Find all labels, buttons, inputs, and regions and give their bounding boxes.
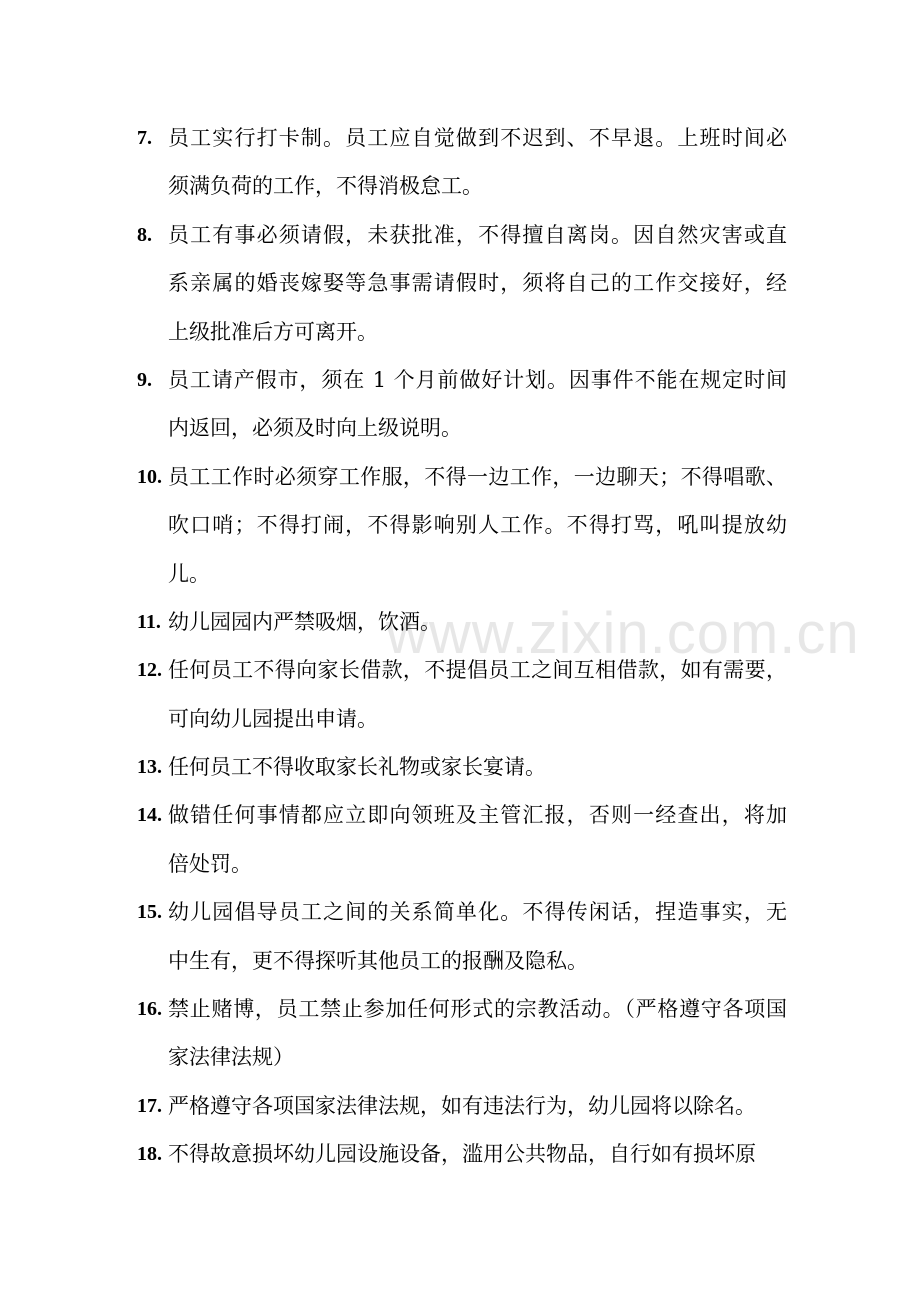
rule-item: [137, 888, 787, 985]
rule-text: 须满负荷的工作，不得消极怠工。: [168, 174, 483, 199]
rule-text: 倍处罚。: [168, 851, 252, 876]
rule-number: 16.: [137, 998, 162, 1021]
rule-item: [137, 598, 787, 646]
rule-text: 做错任何事情都应立即向领班及主管汇报，否则一经查出，将加: [168, 803, 787, 828]
rule-first-line: [137, 1130, 787, 1178]
rule-first-line: [137, 1082, 787, 1130]
rule-continuation-line: [137, 550, 787, 598]
rule-text: 系亲属的婚丧嫁娶等急事需请假时，须将自己的工作交接好，经: [168, 271, 787, 296]
rule-continuation-line: [137, 695, 787, 743]
rule-text: 任何员工不得向家长借款，不提倡员工之间互相借款，如有需要，: [168, 658, 787, 683]
rule-text: 幼儿园园内严禁吸烟，饮酒。: [168, 609, 441, 634]
rule-first-line: [137, 211, 787, 259]
rule-first-line: [137, 888, 787, 936]
rule-number: 8.: [137, 223, 152, 246]
rule-item: [137, 985, 787, 1082]
rule-number: 7.: [137, 127, 152, 149]
rule-text: 严格遵守各项国家法律法规，如有违法行为，幼儿园将以除名。: [168, 1093, 756, 1118]
rule-number: 18.: [137, 1143, 162, 1166]
rule-text: 任何员工不得收取家长礼物或家长宴请。: [168, 755, 546, 780]
rule-continuation-line: [137, 1033, 787, 1081]
rule-item: [137, 1130, 787, 1178]
rule-text: 员工实行打卡制。员工应自觉做到不迟到、不早退。上班时间必: [168, 126, 787, 150]
rule-text: 吹口哨；不得打闹，不得影响别人工作。不得打骂，吼叫提放幼: [168, 513, 787, 538]
rule-first-line: [137, 356, 787, 404]
rule-number: 11.: [137, 610, 161, 633]
rule-first-line: [137, 598, 787, 646]
rule-first-line: [137, 791, 787, 839]
rule-number: 9.: [137, 368, 152, 391]
rule-first-line: [137, 453, 787, 501]
rule-continuation-line: [137, 501, 787, 549]
rule-item: [137, 356, 787, 453]
rule-number: 12.: [137, 659, 162, 682]
rule-text: 家法律法规）: [168, 1045, 294, 1070]
rule-continuation-line: [137, 308, 787, 356]
rules-list: [137, 114, 787, 1179]
rule-text: 员工请产假市，须在 1 个月前做好计划。因事件不能在规定时间: [168, 367, 787, 392]
rule-number: 10.: [137, 465, 162, 488]
rule-item: [137, 743, 787, 791]
rule-text: 内返回，必须及时向上级说明。: [168, 416, 462, 441]
rule-first-line: [137, 985, 787, 1033]
rule-number: 17.: [137, 1094, 162, 1117]
rule-item: [137, 211, 787, 356]
rule-number: 13.: [137, 756, 162, 779]
rule-continuation-line: [137, 937, 787, 985]
rule-item: [137, 1082, 787, 1130]
rule-text: 儿。: [168, 561, 210, 586]
rule-continuation-line: [137, 162, 787, 210]
rule-number: 15.: [137, 901, 162, 924]
rule-text: 不得故意损坏幼儿园设施设备，滥用公共物品，自行如有损坏原: [168, 1142, 756, 1167]
rule-first-line: [137, 646, 787, 694]
rule-text: 禁止赌博，员工禁止参加任何形式的宗教活动。（严格遵守各项国: [168, 997, 787, 1022]
rule-text: 幼儿园倡导员工之间的关系简单化。不得传闲话，捏造事实，无: [168, 900, 787, 925]
rule-text: 员工有事必须请假，未获批准，不得擅自离岗。因自然灾害或直: [168, 222, 787, 247]
rule-text: 上级批准后方可离开。: [168, 319, 378, 344]
rule-item: [137, 791, 787, 888]
rule-continuation-line: [137, 840, 787, 888]
watermark: www.zixin.com.cn: [386, 601, 860, 666]
rule-number: 14.: [137, 804, 162, 827]
rule-text: 可向幼儿园提出申请。: [168, 706, 378, 731]
rule-item: [137, 453, 787, 598]
rule-continuation-line: [137, 259, 787, 307]
rule-item: [137, 114, 787, 211]
rule-item: [137, 646, 787, 743]
rule-text: 员工工作时必须穿工作服，不得一边工作，一边聊天；不得唱歌、: [168, 464, 787, 489]
rule-text: 中生有，更不得探听其他员工的报酬及隐私。: [168, 948, 588, 973]
rule-first-line: [137, 114, 787, 162]
rule-first-line: [137, 743, 787, 791]
rule-continuation-line: [137, 404, 787, 452]
